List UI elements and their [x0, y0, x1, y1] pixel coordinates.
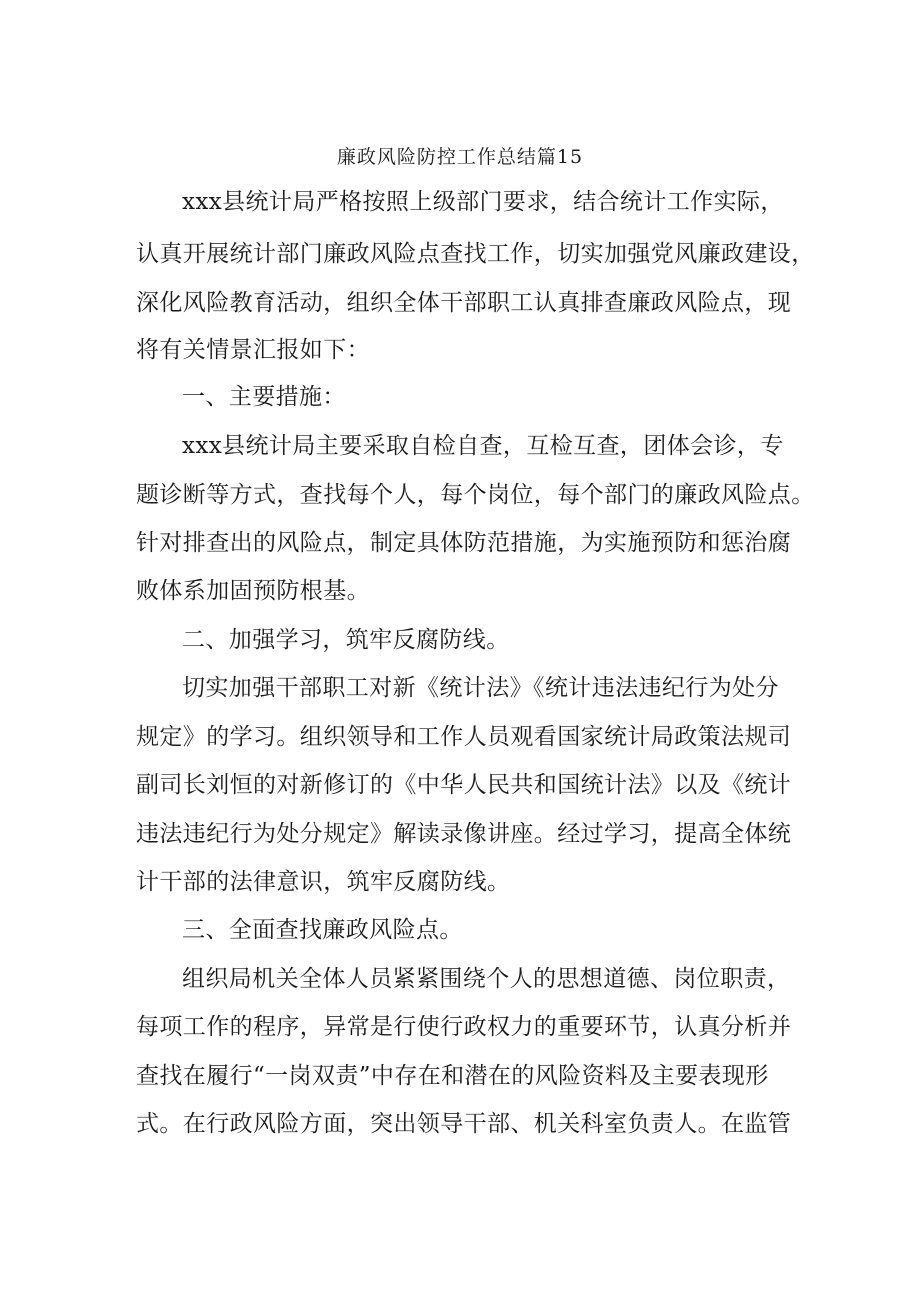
paragraph-line: 针对排查出的风险点，制定具体防范措施，为实施预防和惩治腐 [136, 530, 792, 556]
paragraph-line: 深化风险教育活动，组织全体干部职工认真排查廉政风险点，现 [136, 290, 792, 316]
paragraph-line: xxx县统计局主要采取自检自查，互检互查，团体会诊，专 [182, 433, 784, 459]
paragraph-line: 式。在行政风险方面，突出领导干部、机关科室负责人。在监管 [136, 1111, 792, 1137]
section-heading: 三、全面查找廉政风险点。 [182, 917, 463, 943]
paragraph-line: 题诊断等方式，查找每个人，每个岗位，每个部门的廉政风险点。 [136, 482, 815, 508]
paragraph-line: 查找在履行“一岗双责”中存在和潜在的风险资料及主要表现形 [136, 1063, 769, 1089]
paragraph-line: 败体系加固预防根基。 [136, 578, 370, 604]
paragraph-line: 组织局机关全体人员紧紧围绕个人的思想道德、岗位职责， [182, 966, 791, 992]
paragraph-line: xxx县统计局严格按照上级部门要求，结合统计工作实际， [182, 189, 784, 215]
paragraph-line: 认真开展统计部门廉政风险点查找工作，切实加强党风廉政建设， [136, 241, 815, 267]
section-heading: 一、主要措施： [182, 384, 346, 410]
paragraph-line: 规定》的学习。组织领导和工作人员观看国家统计局政策法规司 [136, 724, 792, 750]
paragraph-line: 副司长刘恒的对新修订的《中华人民共和国统计法》以及《统计 [136, 772, 792, 798]
document-title: 廉政风险防控工作总结篇15 [336, 146, 584, 168]
paragraph-line: 计干部的法律意识，筑牢反腐防线。 [136, 869, 511, 895]
section-heading: 二、加强学习，筑牢反腐防线。 [182, 627, 510, 653]
paragraph-line: 切实加强干部职工对新《统计法》《统计违法违纪行为处分 [182, 675, 779, 701]
paragraph-line: 将有关情景汇报如下： [136, 337, 370, 363]
paragraph-line: 违法违纪行为处分规定》解读录像讲座。经过学习，提高全体统 [136, 821, 792, 847]
paragraph-line: 每项工作的程序，异常是行使行政权力的重要环节，认真分析并 [136, 1014, 792, 1040]
